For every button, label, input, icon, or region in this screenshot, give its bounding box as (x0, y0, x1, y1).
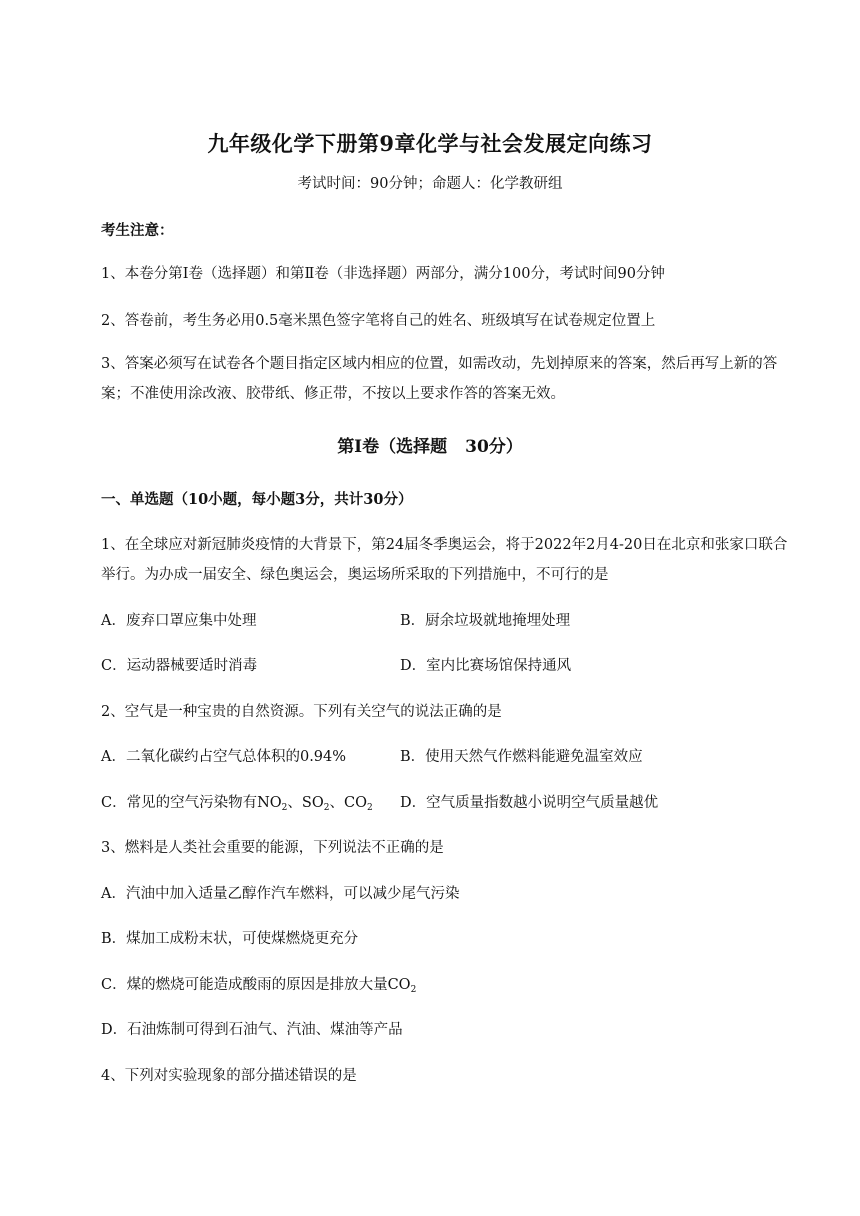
question-4-stem: 4、下列对实验现象的部分描述错误的是 (101, 1068, 357, 1084)
section-title-part-a: 第Ⅰ卷（选择题 (337, 437, 448, 457)
q2-c-text-1: C．常见的空气污染物有NO (101, 795, 282, 811)
question-2-option-a: A．二氧化碳约占空气总体积的0.94% (101, 749, 347, 765)
question-2-stem: 2、空气是一种宝贵的自然资源。下列有关空气的说法正确的是 (101, 704, 502, 720)
page-title: 九年级化学下册第9章化学与社会发展定向练习 (207, 131, 653, 156)
part-title: 一、单选题（10小题，每小题3分，共计30分） (101, 491, 413, 508)
notice-label: 考生注意： (101, 222, 174, 239)
question-1-option-b: B．厨余垃圾就地掩埋处理 (400, 613, 571, 629)
question-2-option-d: D．空气质量指数越小说明空气质量越优 (400, 795, 659, 811)
question-2-option-c (101, 791, 373, 813)
q2-c-sub-1: 2 (281, 803, 288, 813)
question-1-option-d: D．室内比赛场馆保持通风 (400, 658, 572, 674)
question-1-stem: 1、在全球应对新冠肺炎疫情的大背景下，第24届冬季奥运会，将于2022年2月4-20日在北京和张家口联合举行。为办成一届安全、绿色奥运会，奥运场所采取的下列措施中，不可行的是 (101, 537, 788, 583)
q2-c-sub-3: 2 (366, 803, 373, 813)
question-3-option-b: B．煤加工成粉末状，可使煤燃烧更充分 (101, 931, 359, 947)
q3-c-text: C．煤的燃烧可能造成酸雨的原因是排放大量CO (101, 977, 411, 993)
section-title (0, 432, 860, 457)
notice-item-3: 3、答案必须写在试卷各个题目指定区域内相应的位置，如需改动，先划掉原来的答案，然后再写上新的答案；不准使用涂改液、胶带纸、修正带，不按以上要求作答的答案无效。 (101, 356, 778, 402)
question-1-option-a: A．废弃口罩应集中处理 (101, 613, 257, 629)
q3-c-sub: 2 (410, 985, 417, 995)
q2-c-text-2: 、SO (287, 795, 324, 811)
question-3-stem: 3、燃料是人类社会重要的能源，下列说法不正确的是 (101, 840, 444, 856)
notice-item-1: 1、本卷分第Ⅰ卷（选择题）和第Ⅱ卷（非选择题）两部分，满分100分，考试时间90分钟 (101, 266, 665, 282)
q2-c-sub-2: 2 (323, 803, 330, 813)
question-3-option-a: A．汽油中加入适量乙醇作汽车燃料，可以减少尾气污染 (101, 886, 460, 902)
notice-item-2: 2、答卷前，考生务必用0.5毫米黑色签字笔将自己的姓名、班级填写在试卷规定位置上 (101, 313, 656, 329)
section-title-part-b: 30分） (465, 437, 523, 457)
q2-c-text-3: 、CO (329, 795, 367, 811)
question-3-option-c (101, 973, 416, 995)
exam-subtitle: 考试时间：90分钟；命题人：化学教研组 (297, 176, 563, 192)
question-3-option-d: D．石油炼制可得到石油气、汽油、煤油等产品 (101, 1022, 403, 1038)
question-2-option-b: B．使用天然气作燃料能避免温室效应 (400, 749, 643, 765)
question-1-option-c: C．运动器械要适时消毒 (101, 658, 258, 674)
